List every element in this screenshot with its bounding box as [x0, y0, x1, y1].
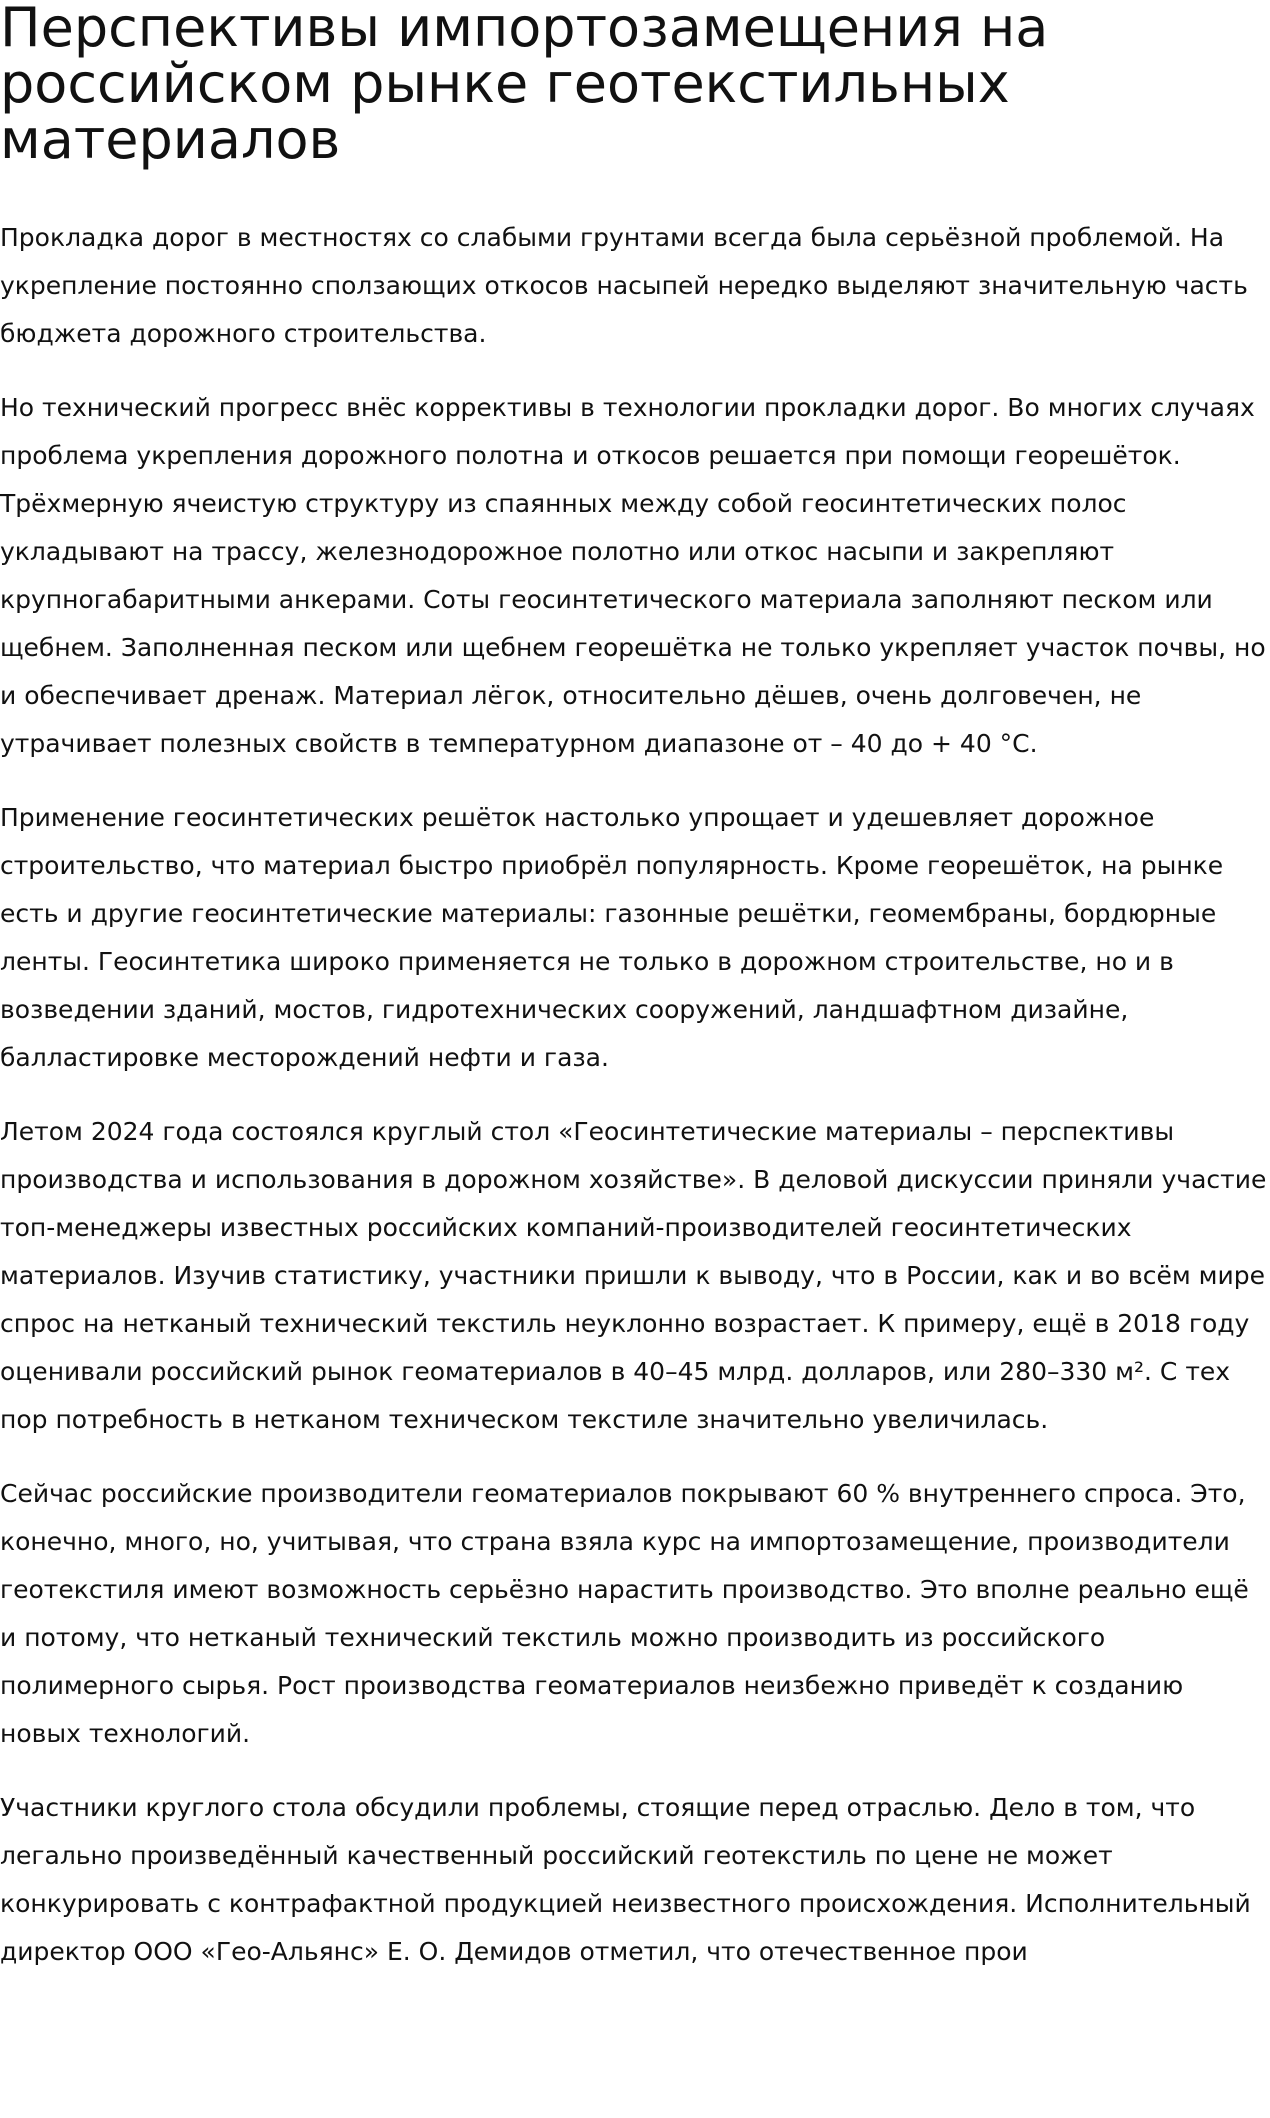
paragraph-1: Прокладка дорог в местностях со слабыми грунтами всегда была серьёзной проблемой. На укрепление постоянно сползающих откосов насыпей нередко выделяют значительную часть бюджета дорожного строительства.: [0, 223, 1248, 348]
paragraph-4: Летом 2024 года состоялся круглый стол «Геосинтетические материалы – перспективы производства и использования в дорожном хозяйстве». В деловой дискуссии приняли участие топ-менеджеры известных российских компаний-производителей геосинтетических материалов. Изучив статистику, участники пришли к выводу, что в России, как и во всём мире спрос на нетканый технический текстиль неуклонно возрастает. К примеру, ещё в 2018 году оценивали российский рынок геоматериалов в 40–45 млрд. долларов, или 280–330 м². С тех пор потребность в нетканом техническом текстиле значительно увеличилась.: [0, 1117, 1267, 1434]
article-body: [0, 214, 1270, 1976]
paragraph-3: Применение геосинтетических решёток настолько упрощает и удешевляет дорожное строительство, что материал быстро приобрёл популярность. Кроме георешёток, на рынке есть и другие геосинтетические материалы: газонные решётки, геомембраны, бордюрные ленты. Геосинтетика широко применяется не только в дорожном строительстве, но и в возведении зданий, мостов, гидротехнических сооружений, ландшафтном дизайне, балластировке месторождений нефти и газа.: [0, 803, 1224, 1072]
paragraph-2: Но технический прогресс внёс коррективы в технологии прокладки дорог. Во многих случаях проблема укрепления дорожного полотна и откосов решается при помощи георешёток. Трёхмерную ячеистую структуру из спаянных между собой геосинтетических полос укладывают на трассу, железнодорожное полотно или откос насыпи и закрепляют крупногабаритными анкерами. Соты геосинтетического материала заполняют песком или щебнем. Заполненная песком или щебнем георешётка не только укрепляет участок почвы, но и обеспечивает дренаж. Материал лёгок, относительно дёшев, очень долговечен, не утрачивает полезных свойств в температурном диапазоне от – 40 до + 40 °C.: [0, 393, 1266, 758]
article-title: Перспективы импортозамещения на российском рынке геотекстильных материалов: [0, 0, 1049, 171]
paragraph-6: Участники круглого стола обсудили проблемы, стоящие перед отраслью. Дело в том, что легально произведённый качественный российский геотекстиль по цене не может конкурировать с контрафактной продукцией неизвестного происхождения. Исполнительный директор ООО «Гео-Альянс» Е. О. Демидов отметил, что отечественное прои: [0, 1793, 1251, 1966]
paragraph-5: Сейчас российские производители геоматериалов покрывают 60 % внутреннего спроса. Это, конечно, много, но, учитывая, что страна взяла курс на импортозамещение, производители геотекстиля имеют возможность серьёзно нарастить производство. Это вполне реально ещё и потому, что нетканый технический текстиль можно производить из российского полимерного сырья. Рост производства геоматериалов неизбежно приведёт к созданию новых технологий.: [0, 1479, 1249, 1748]
